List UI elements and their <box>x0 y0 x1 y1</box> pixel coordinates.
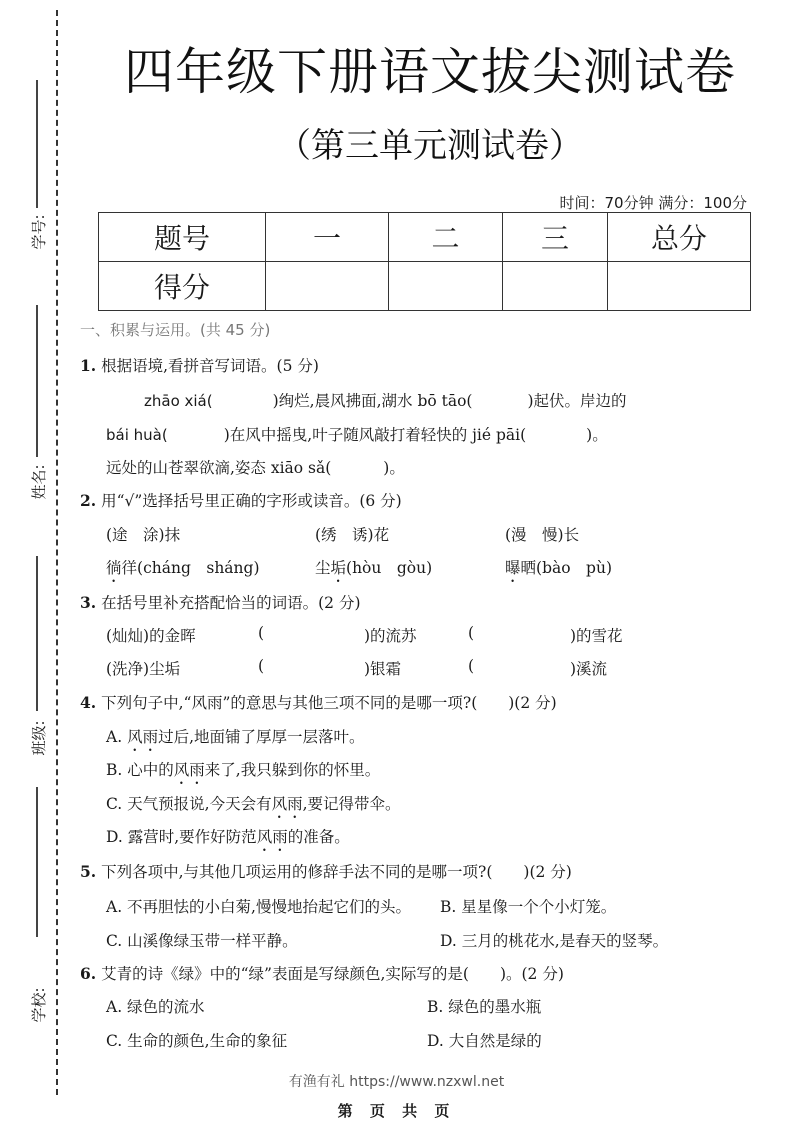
option-label: C. <box>106 795 123 813</box>
pinyin-text: bái huà( <box>106 426 168 444</box>
option-text: 露营时,要作好防范 <box>127 828 257 846</box>
class-label: 班级: <box>29 720 48 756</box>
page-subtitle: （第三单元测试卷） <box>277 126 583 166</box>
option-text: 的准备。 <box>287 828 350 846</box>
option-text: 心中的 <box>127 761 174 779</box>
q3-blank-open[interactable]: ( <box>468 624 475 642</box>
question-number: 1. <box>80 356 97 375</box>
q5-option-a[interactable]: A. 不再胆怯的小白菊,慢慢地抬起它们的头。 <box>106 898 411 916</box>
option-text: 天气预报说,今天会有 <box>127 795 272 813</box>
footer-watermark: 有渔有礼 https://www.nzxwl.net <box>288 1074 505 1090</box>
score-table-header-row <box>99 213 751 262</box>
sentence-text: )。 <box>586 426 608 444</box>
q2-option[interactable]: (途 涂)抹 <box>106 526 181 544</box>
q1-line2 <box>106 423 608 445</box>
q3-item: )的雪花 <box>570 627 623 645</box>
q2-prompt <box>80 489 402 511</box>
dotted-word: 风雨 <box>127 728 159 746</box>
q1-line3 <box>106 456 405 478</box>
page-title: 四年级下册语文拔尖测试卷 <box>124 43 736 101</box>
q2-option[interactable]: (绣 诱)花 <box>315 526 390 544</box>
question-number: 4. <box>80 693 97 712</box>
footer-page-number: 第 页 共 页 <box>337 1102 456 1120</box>
q4-option-a[interactable] <box>106 725 365 755</box>
q6-option-d[interactable]: D. 大自然是绿的 <box>427 1032 542 1050</box>
dotted-word: 风雨 <box>271 795 303 813</box>
q3-blank-open[interactable]: ( <box>258 624 265 642</box>
score-cell: 三 <box>503 213 608 262</box>
q5-option-d[interactable]: D. 三月的桃花水,是春天的竖琴。 <box>440 932 669 950</box>
q3-item: (灿灿)的金晖 <box>106 627 196 645</box>
q5-option-c[interactable]: C. 山溪像绿玉带一样平静。 <box>106 932 298 950</box>
score-cell: 题号 <box>99 213 266 262</box>
score-cell: 二 <box>389 213 503 262</box>
option-label: A. <box>106 728 123 746</box>
binding-dashed-line <box>56 10 58 1095</box>
question-text: 用“√”选择括号里正确的字形或读音。(6 分) <box>101 492 402 510</box>
q3-item: (洗净)尘垢 <box>106 660 181 678</box>
dotted-word: 风雨 <box>256 828 288 846</box>
dotted-char: 曝 <box>505 559 521 577</box>
option-text: 过后,地面铺了厚厚一层落叶。 <box>158 728 365 746</box>
question-number: 2. <box>80 491 97 510</box>
school-line <box>36 787 38 937</box>
q2-option[interactable] <box>315 556 432 586</box>
score-table <box>98 212 751 311</box>
q1-line1 <box>144 389 627 411</box>
option-label: B. <box>106 761 123 779</box>
q5-option-b[interactable]: B. 星星像一个个小灯笼。 <box>440 898 617 916</box>
score-input-cell[interactable] <box>608 262 751 311</box>
student-id-label: 学号: <box>29 214 48 250</box>
question-text: 下列句子中,“风雨”的意思与其他三项不同的是哪一项?( )(2 分) <box>101 694 557 712</box>
q6-option-b[interactable]: B. 绿色的墨水瓶 <box>427 998 542 1016</box>
score-input-cell[interactable] <box>389 262 503 311</box>
time-info: 时间：70分钟 满分：100分 <box>559 194 747 212</box>
option-text: ,要记得带伞。 <box>302 795 401 813</box>
question-number: 5. <box>80 862 97 881</box>
pinyin-text: zhāo xiá( <box>144 392 213 410</box>
class-line <box>36 556 38 711</box>
option-text: 来了,我只躲到你的怀里。 <box>204 761 381 779</box>
dotted-char: 徜 <box>106 559 122 577</box>
option-text: 晒(bào pù) <box>520 559 613 577</box>
q3-blank-open[interactable]: ( <box>468 657 475 675</box>
sentence-text: )起伏。岸边的 <box>527 392 627 410</box>
question-text: 根据语境,看拼音写词语。(5 分) <box>101 357 319 375</box>
name-label: 姓名: <box>29 464 48 500</box>
dotted-word: 风雨 <box>173 761 205 779</box>
score-input-cell[interactable] <box>503 262 608 311</box>
sentence-text: )在风中摇曳,叶子随风敲打着轻快的 jié pāi( <box>223 426 527 444</box>
option-text: 尘 <box>315 559 331 577</box>
q2-option[interactable]: (漫 慢)长 <box>505 526 580 544</box>
score-cell: 总分 <box>608 213 751 262</box>
student-id-line <box>36 80 38 208</box>
q6-option-a[interactable]: A. 绿色的流水 <box>106 998 205 1016</box>
question-number: 6. <box>80 964 97 983</box>
sentence-text: 远处的山苍翠欲滴,姿态 xiāo sǎ( <box>106 459 332 477</box>
section-title: 一、积累与运用。(共 45 分) <box>80 321 271 339</box>
q4-option-b[interactable] <box>106 758 380 788</box>
q4-option-d[interactable] <box>106 825 350 855</box>
q1-prompt <box>80 354 319 376</box>
question-text: 下列各项中,与其他几项运用的修辞手法不同的是哪一项?( )(2 分) <box>101 863 572 881</box>
sentence-text: )绚烂,晨风拂面,湖水 bō tāo( <box>272 392 473 410</box>
option-label: D. <box>106 828 123 846</box>
option-text: 徉(cháng sháng) <box>121 559 260 577</box>
q3-prompt <box>80 591 361 613</box>
q6-option-c[interactable]: C. 生命的颜色,生命的象征 <box>106 1032 288 1050</box>
q3-item: )银霜 <box>364 660 402 678</box>
q4-option-c[interactable] <box>106 792 401 822</box>
score-input-cell[interactable] <box>266 262 389 311</box>
score-cell: 一 <box>266 213 389 262</box>
dotted-char: 垢 <box>330 559 347 577</box>
sentence-text: )。 <box>383 459 405 477</box>
q3-item: )的流苏 <box>364 627 417 645</box>
school-label: 学校: <box>29 987 48 1023</box>
q6-prompt <box>80 962 564 984</box>
q2-option[interactable] <box>106 556 260 586</box>
question-text: 在括号里补充搭配恰当的词语。(2 分) <box>101 594 361 612</box>
q2-option[interactable] <box>505 556 612 586</box>
name-line <box>36 305 38 457</box>
q4-prompt <box>80 691 557 713</box>
q3-blank-open[interactable]: ( <box>258 657 265 675</box>
score-cell: 得分 <box>99 262 266 311</box>
question-number: 3. <box>80 593 97 612</box>
question-text: 艾青的诗《绿》中的“绿”表面是写绿颜色,实际写的是( )。(2 分) <box>101 965 564 983</box>
q5-prompt <box>80 860 572 882</box>
option-text: (hòu gòu) <box>346 559 433 577</box>
q3-item: )溪流 <box>570 660 608 678</box>
score-table-score-row <box>99 262 751 311</box>
